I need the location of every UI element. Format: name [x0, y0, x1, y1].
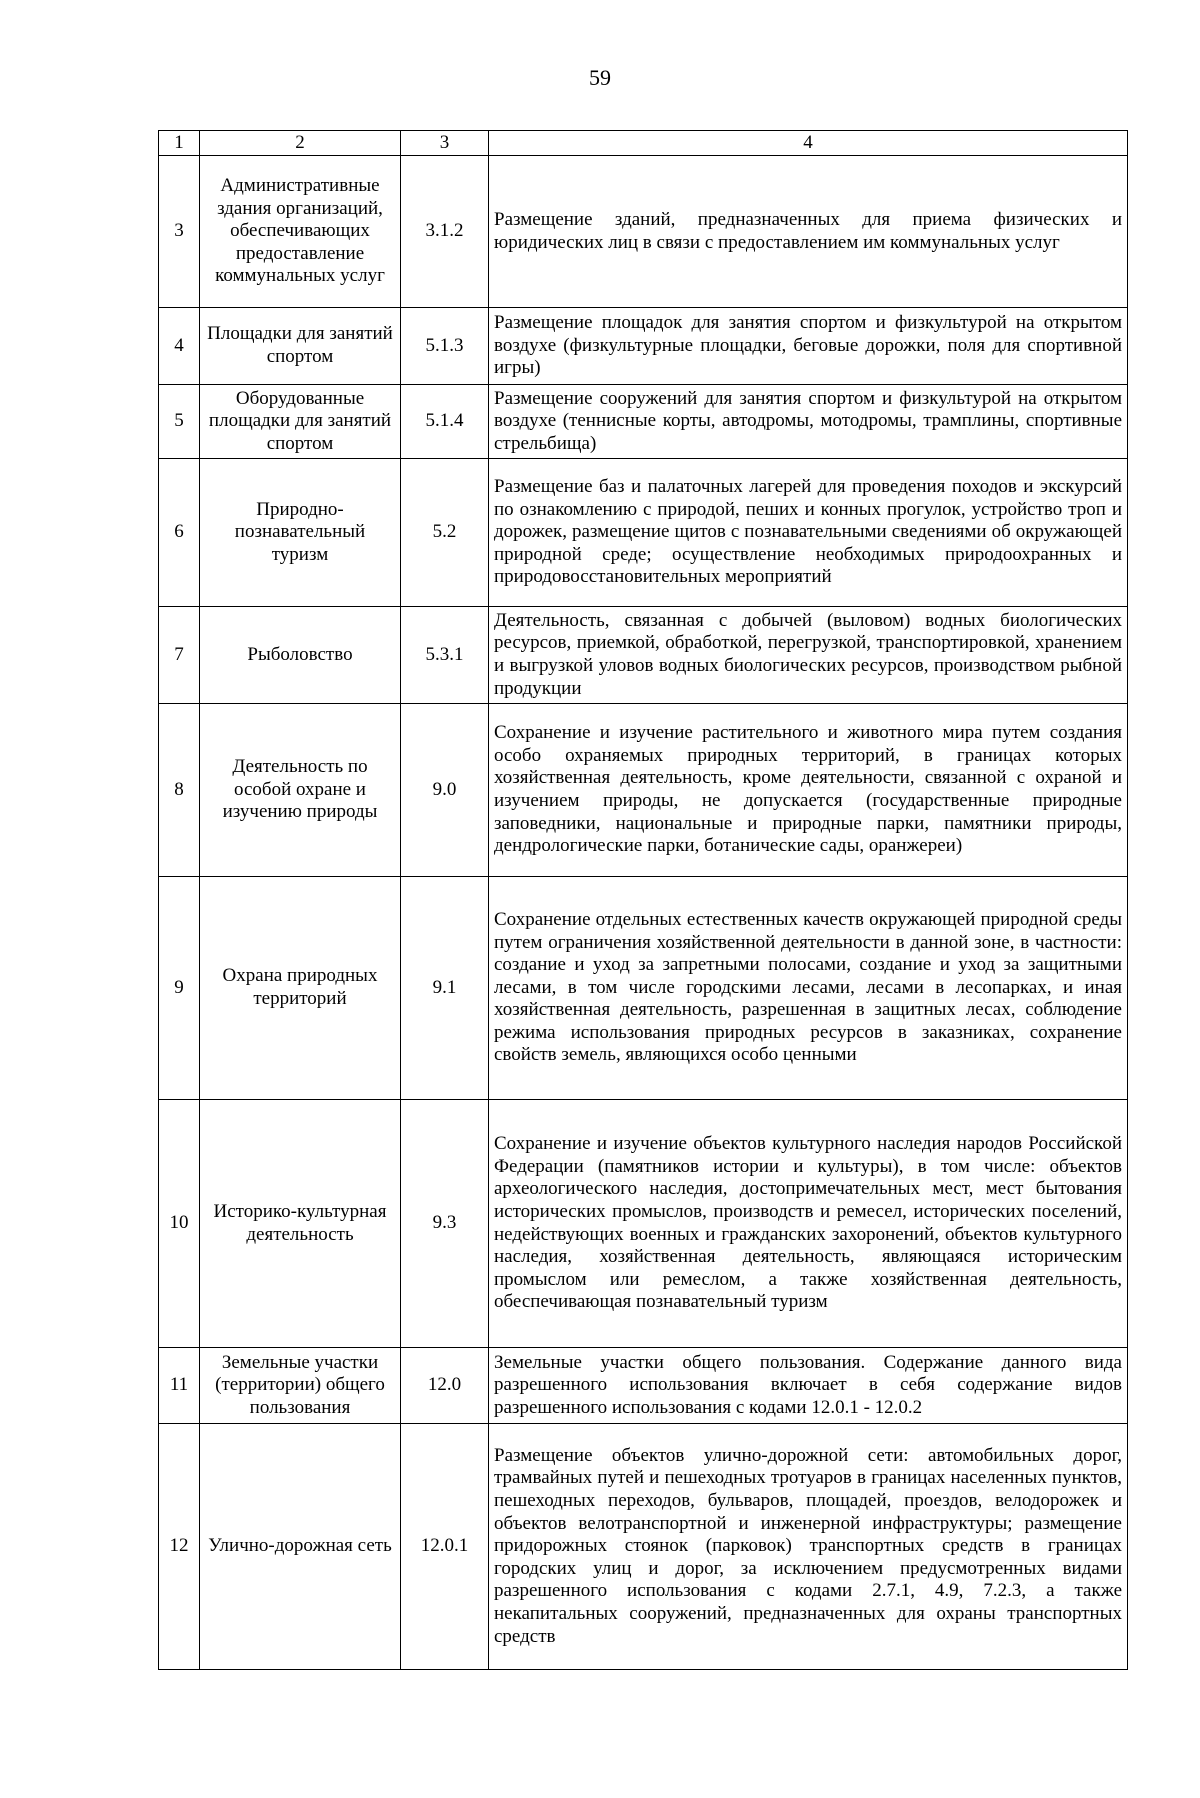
row-name: Деятельность по особой охране и изучению природы [200, 704, 401, 877]
header-col-1: 1 [159, 131, 200, 156]
row-code: 5.1.3 [401, 308, 489, 385]
table-row [159, 704, 1128, 877]
row-code: 9.1 [401, 877, 489, 1100]
row-description: Размещение сооружений для занятия спортом и физкультурой на открытом воздухе (теннисные корты, автодромы, мотодромы, трамплины, спортивные стрельбища) [489, 385, 1128, 459]
table-row [159, 385, 1128, 459]
table-row [159, 607, 1128, 704]
row-code: 9.0 [401, 704, 489, 877]
row-number: 4 [159, 308, 200, 385]
row-name: Улично-дорожная сеть [200, 1424, 401, 1670]
row-number: 3 [159, 156, 200, 308]
row-number: 12 [159, 1424, 200, 1670]
row-number: 6 [159, 459, 200, 607]
row-name: Историко-культурная деятельность [200, 1100, 401, 1348]
row-description: Размещение зданий, предназначенных для приема физических и юридических лиц в связи с предоставлением им коммунальных услуг [489, 156, 1128, 308]
row-code: 12.0.1 [401, 1424, 489, 1670]
row-name: Природно-познавательный туризм [200, 459, 401, 607]
row-code: 5.2 [401, 459, 489, 607]
table-row [159, 1424, 1128, 1670]
table-row [159, 459, 1128, 607]
header-col-2: 2 [200, 131, 401, 156]
land-use-table [158, 130, 1128, 1670]
row-description: Размещение площадок для занятия спортом и физкультурой на открытом воздухе (физкультурные площадки, беговые дорожки, поля для спортивной игры) [489, 308, 1128, 385]
row-name: Площадки для занятий спортом [200, 308, 401, 385]
header-col-4: 4 [489, 131, 1128, 156]
row-code: 3.1.2 [401, 156, 489, 308]
row-description: Сохранение отдельных естественных качеств окружающей природной среды путем ограничения хозяйственной деятельности в данной зоне, в частности: создание и уход за запретными полосами, создание и уход за защитными лесами, в том числе городскими лесами, лесами в лесопарках, и иная хозяйственная деятельность, разрешенная в защитных лесах, соблюдение режима использования природных ресурсов в заказниках, сохранение свойств земель, являющихся особо ценными [489, 877, 1128, 1100]
header-col-3: 3 [401, 131, 489, 156]
row-code: 5.3.1 [401, 607, 489, 704]
row-number: 9 [159, 877, 200, 1100]
table-row [159, 1100, 1128, 1348]
row-description: Размещение баз и палаточных лагерей для проведения походов и экскурсий по ознакомлению с природой, пеших и конных прогулок, устройство троп и дорожек, размещение щитов с познавательными сведениями об окружающей природной среде; осуществление необходимых природоохранных и природовосстановительных мероприятий [489, 459, 1128, 607]
row-code: 12.0 [401, 1348, 489, 1424]
row-number: 11 [159, 1348, 200, 1424]
row-name: Рыболовство [200, 607, 401, 704]
table-row [159, 1348, 1128, 1424]
row-number: 8 [159, 704, 200, 877]
page-number: 59 [589, 65, 611, 90]
row-description: Земельные участки общего пользования. Содержание данного вида разрешенного использования включает в себя содержание видов разрешенного использования с кодами 12.0.1 - 12.0.2 [489, 1348, 1128, 1424]
row-code: 5.1.4 [401, 385, 489, 459]
row-name: Охрана природных территорий [200, 877, 401, 1100]
row-description: Сохранение и изучение объектов культурного наследия народов Российской Федерации (памятников истории и культуры), в том числе: объектов археологического наследия, достопримечательных мест, мест бытования исторических промыслов, производств и ремесел, исторических поселений, недействующих военных и гражданских захоронений, объектов культурного наследия, хозяйственная деятельность, являющаяся историческим промыслом или ремеслом, а также хозяйственная деятельность, обеспечивающая познавательный туризм [489, 1100, 1128, 1348]
row-name: Административные здания организаций, обеспечивающих предоставление коммунальных услуг [200, 156, 401, 308]
row-name: Земельные участки (территории) общего пользования [200, 1348, 401, 1424]
row-description: Деятельность, связанная с добычей (выловом) водных биологических ресурсов, приемкой, обработкой, перегрузкой, транспортировкой, хранением и выгрузкой уловов водных биологических ресурсов, производством рыбной продукции [489, 607, 1128, 704]
row-code: 9.3 [401, 1100, 489, 1348]
table-row [159, 308, 1128, 385]
table-row [159, 156, 1128, 308]
row-description: Размещение объектов улично-дорожной сети: автомобильных дорог, трамвайных путей и пешеходных тротуаров в границах населенных пунктов, пешеходных переходов, бульваров, площадей, проездов, велодорожек и объектов велотранспортной и инженерной инфраструктуры; размещение придорожных стоянок (парковок) транспортных средств в границах городских улиц и дорог, за исключением предусмотренных видами разрешенного использования с кодами 2.7.1, 4.9, 7.2.3, а также некапитальных сооружений, предназначенных для охраны транспортных средств [489, 1424, 1128, 1670]
row-number: 7 [159, 607, 200, 704]
row-name: Оборудованные площадки для занятий спортом [200, 385, 401, 459]
row-number: 10 [159, 1100, 200, 1348]
row-number: 5 [159, 385, 200, 459]
table-row [159, 877, 1128, 1100]
table-header-row [159, 131, 1128, 156]
row-description: Сохранение и изучение растительного и животного мира путем создания особо охраняемых природных территорий, в границах которых хозяйственная деятельность, кроме деятельности, связанной с охраной и изучением природы, не допускается (государственные природные заповедники, национальные и природные парки, памятники природы, дендрологические парки, ботанические сады, оранжереи) [489, 704, 1128, 877]
